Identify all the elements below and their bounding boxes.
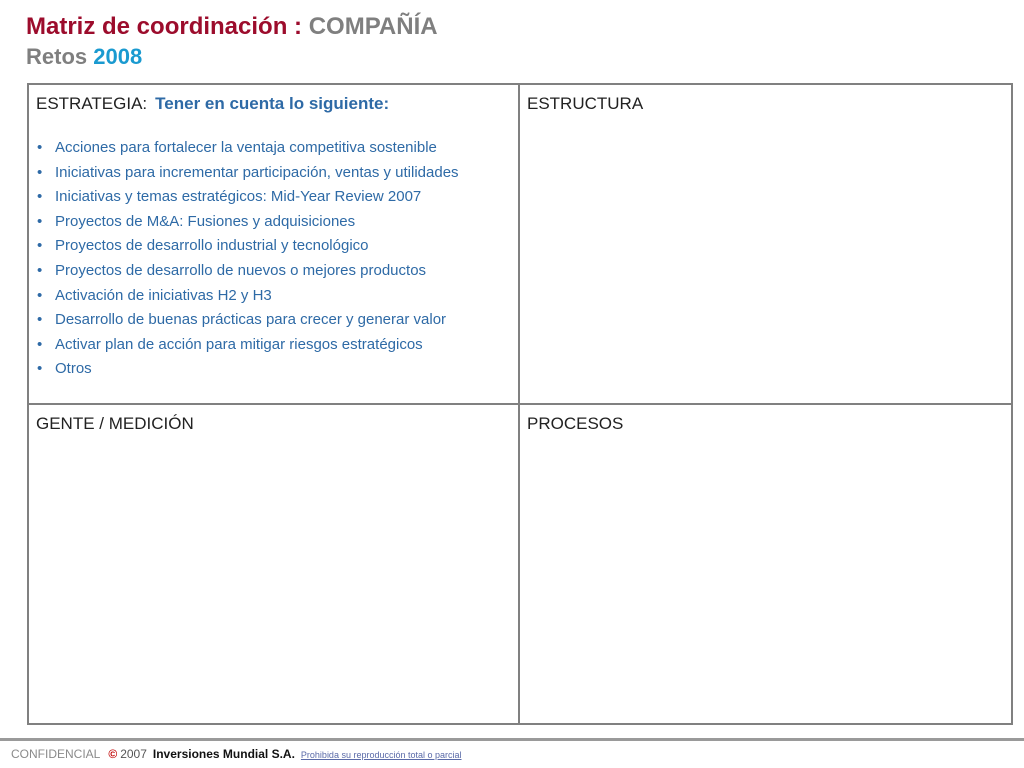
strategy-header-label: ESTRATEGIA: <box>36 94 148 113</box>
page-subtitle <box>26 44 438 70</box>
people-measurement-header: GENTE / MEDICIÓN <box>36 414 194 433</box>
page-title-company: COMPAÑÍA <box>308 13 438 40</box>
footer-company: Inversiones Mundial S.A. <box>152 747 295 761</box>
structure-header: ESTRUCTURA <box>527 94 644 113</box>
footer-year: 2007 <box>120 747 147 761</box>
page-subtitle-main: Retos <box>26 44 94 69</box>
list-item: • Iniciativas y temas estratégicos: Mid-Year Review 2007 <box>36 185 511 210</box>
list-item: • Proyectos de M&A: Fusiones y adquisiciones <box>36 210 511 235</box>
footer-divider <box>0 738 1024 741</box>
list-item: • Iniciativas para incrementar participación, ventas y utilidades <box>36 161 511 186</box>
list-item: • Otros <box>36 357 511 382</box>
footer <box>11 746 462 763</box>
processes-header: PROCESOS <box>527 414 624 433</box>
title-block <box>26 10 438 70</box>
footer-confidential: CONFIDENCIAL <box>11 747 101 761</box>
strategy-header <box>36 94 511 114</box>
page-subtitle-year: 2008 <box>93 44 143 69</box>
structure-cell <box>520 85 1011 405</box>
coordination-matrix <box>27 83 1013 725</box>
footer-notice-link[interactable]: Prohibida su reproducción total o parcial <box>300 750 462 760</box>
strategy-bullet-list <box>36 136 511 382</box>
list-item: • Activar plan de acción para mitigar riesgos estratégicos <box>36 333 511 358</box>
list-item: • Activación de iniciativas H2 y H3 <box>36 284 511 309</box>
processes-cell <box>520 405 1011 723</box>
copyright-symbol: © <box>108 747 118 761</box>
strategy-cell <box>29 85 520 405</box>
list-item: • Acciones para fortalecer la ventaja competitiva sostenible <box>36 136 511 161</box>
page-title <box>26 10 438 44</box>
strategy-header-note: Tener en cuenta lo siguiente: <box>155 94 390 113</box>
list-item: • Proyectos de desarrollo de nuevos o mejores productos <box>36 259 511 284</box>
people-measurement-cell <box>29 405 520 723</box>
list-item: • Proyectos de desarrollo industrial y tecnológico <box>36 234 511 259</box>
list-item: • Desarrollo de buenas prácticas para crecer y generar valor <box>36 308 511 333</box>
page-title-main: Matriz de coordinación : <box>26 13 309 40</box>
